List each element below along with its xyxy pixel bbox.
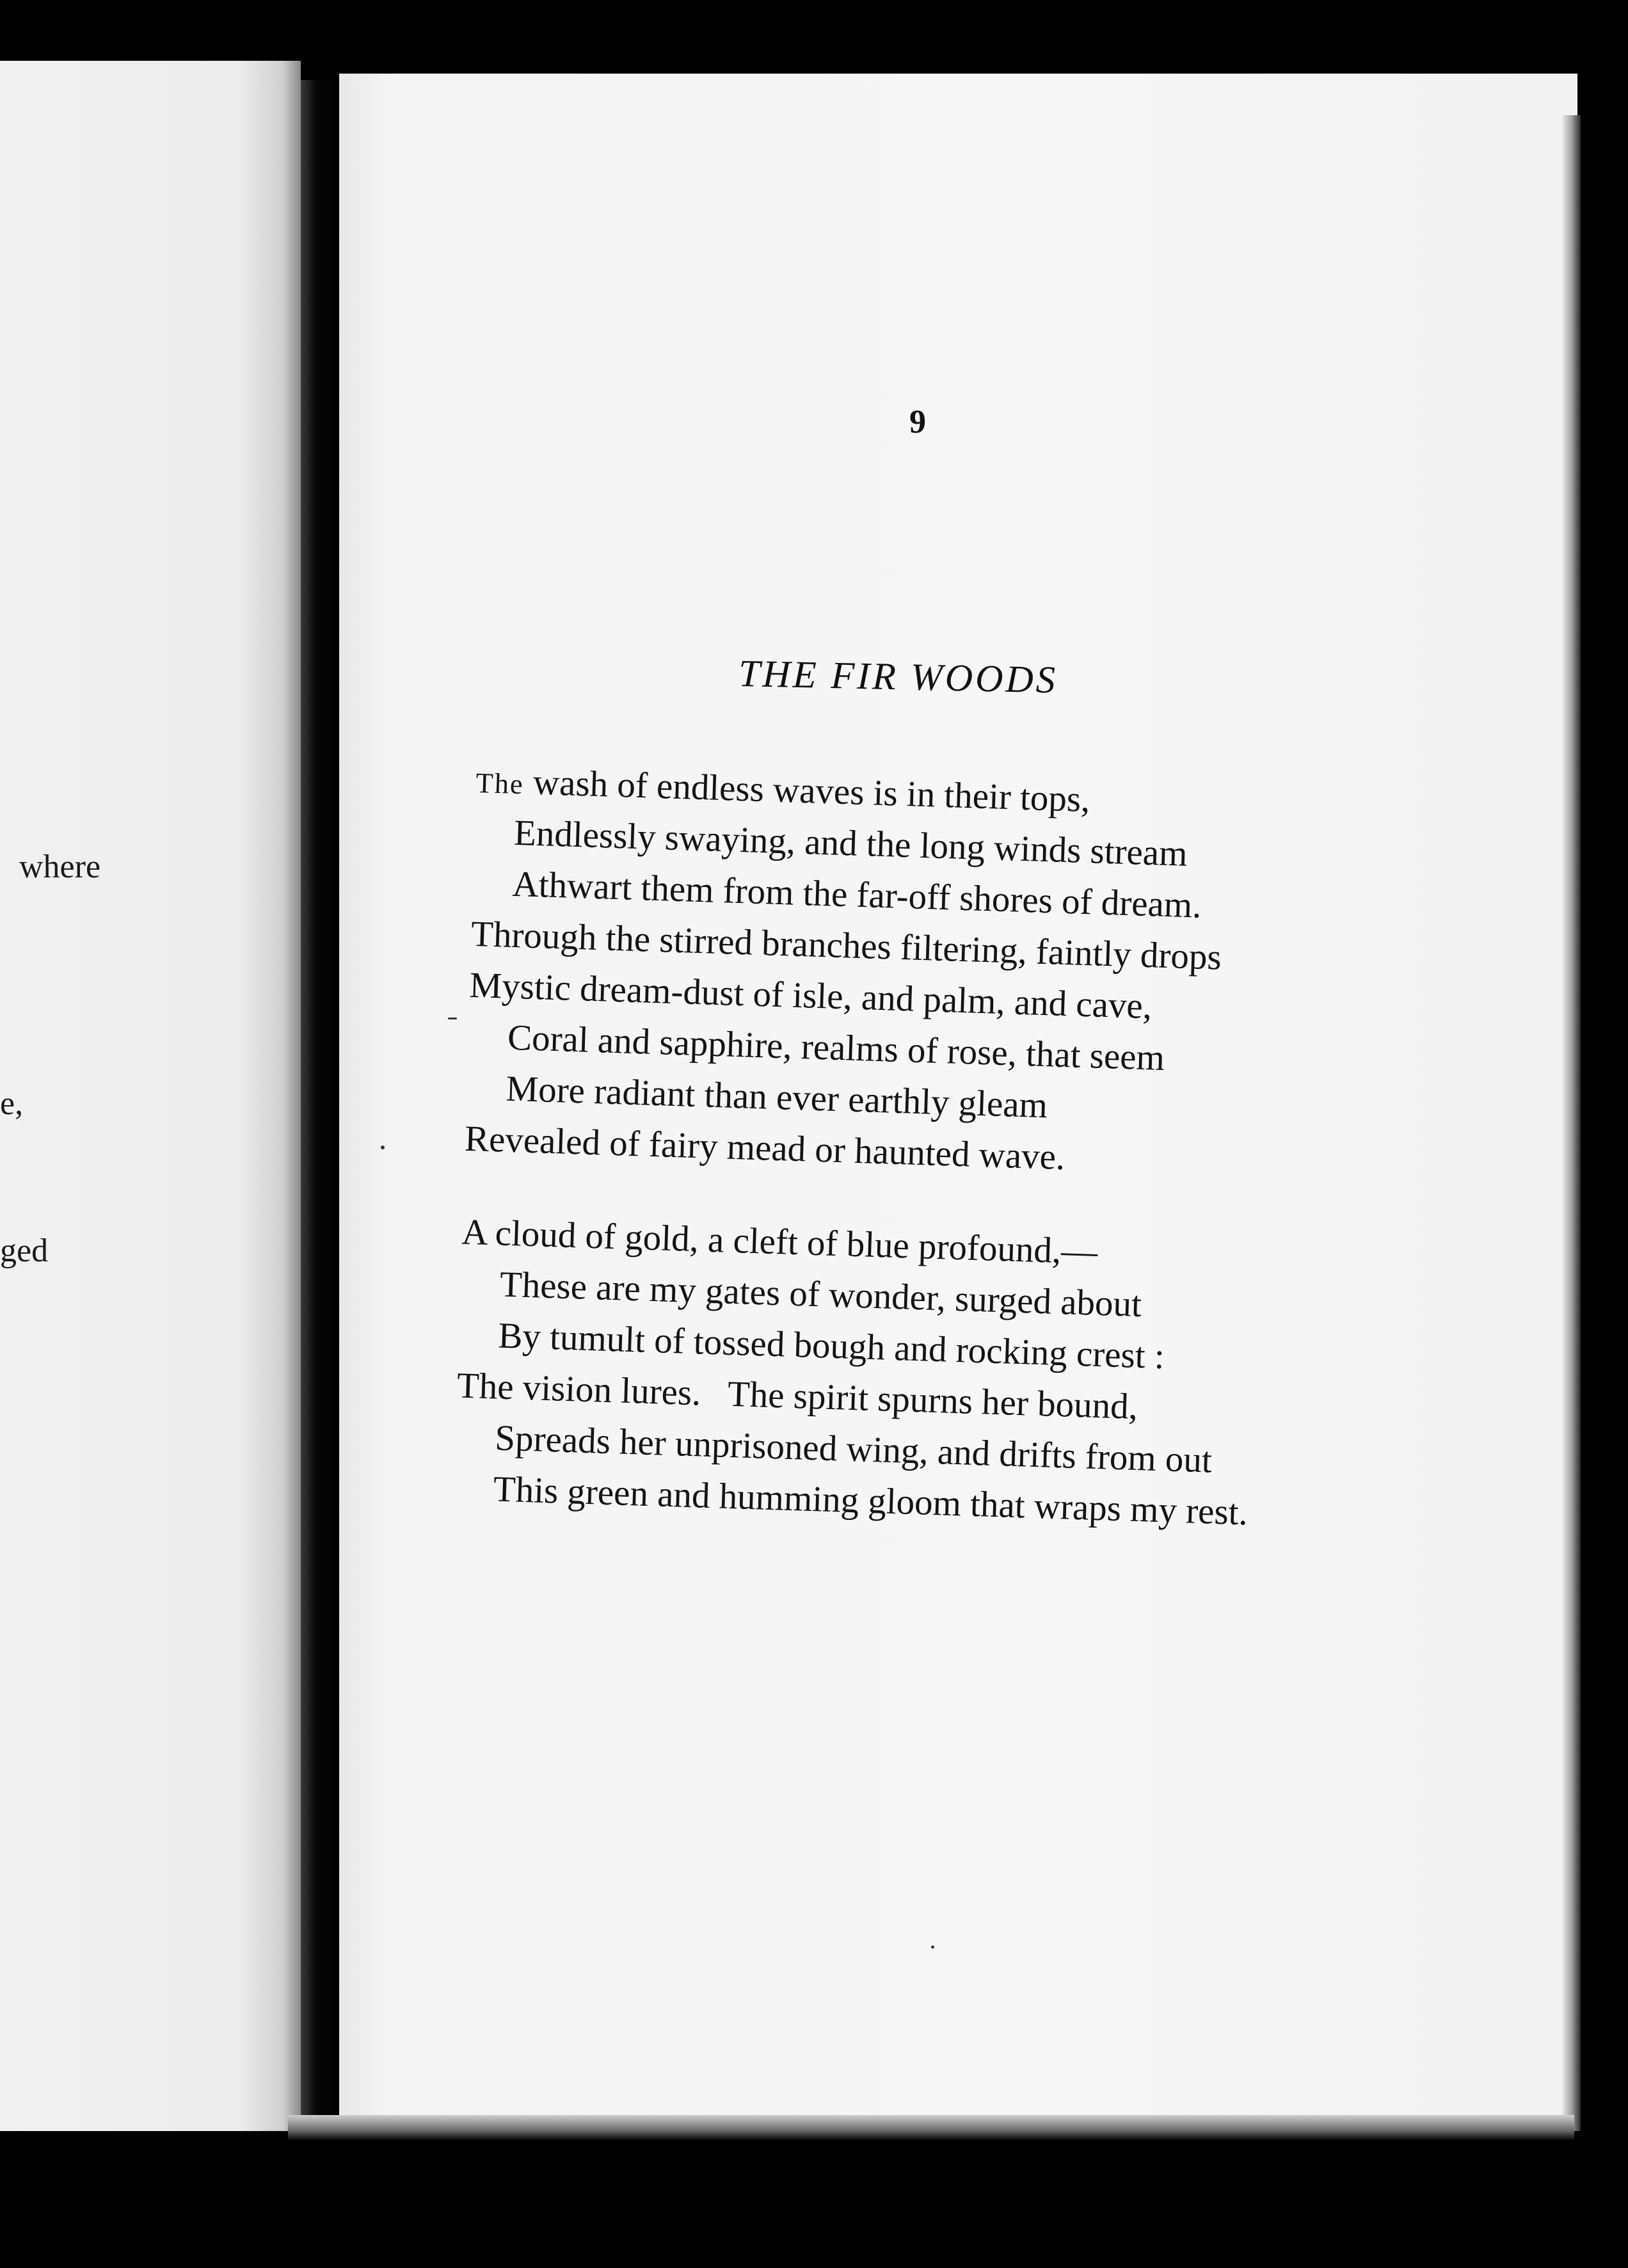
- poem-title: THE FIR WOODS: [738, 651, 1058, 701]
- small-caps-lead: The: [475, 766, 525, 801]
- stanza: [453, 1207, 1550, 1548]
- paper-speck: [381, 1146, 385, 1149]
- book-gutter: [301, 80, 339, 2134]
- poem-body: [453, 755, 1564, 1548]
- poem-line: A cloud of gold, a cleft of blue profound,—: [461, 1211, 1099, 1272]
- page-number: 9: [909, 404, 926, 440]
- left-page: [0, 61, 301, 2131]
- poem-line: Endlessly swaying, and the long winds stream: [513, 812, 1188, 874]
- poem-line: By tumult of tossed bough and rocking crest :: [497, 1315, 1165, 1377]
- poem-line: Mystic dream-dust of isle, and palm, and cave,: [468, 964, 1153, 1027]
- page-edge-right: [1561, 115, 1581, 2131]
- poem-line: Athwart them from the far-off shores of dream.: [511, 863, 1202, 926]
- poem-line: These are my gates of wonder, surged about: [499, 1264, 1142, 1325]
- poem-line: Through the stirred branches filtering, faintly drops: [470, 913, 1222, 978]
- left-page-fragment: ged: [0, 1233, 49, 1269]
- paper-speck: [931, 1945, 934, 1949]
- stanza: [464, 755, 1564, 1199]
- poem-line-text: wash of endless waves is in their tops,: [523, 762, 1091, 820]
- poem-line: Revealed of fairy mead or haunted wave.: [464, 1118, 1066, 1178]
- poem-line: The vision lures. The spirit spurns her bound,: [456, 1365, 1138, 1427]
- left-page-fragment: where: [19, 849, 101, 885]
- poem-line: Spreads her unprisoned wing, and drifts from out: [494, 1418, 1213, 1481]
- page-edge-bottom: [288, 2115, 1574, 2141]
- left-page-fragment: e,: [0, 1085, 24, 1122]
- poem-line: This green and humming gloom that wraps my rest.: [492, 1469, 1249, 1533]
- poem-line: Coral and sapphire, realms of rose, that seem: [507, 1017, 1165, 1078]
- poem-line: More radiant than ever earthly gleam: [505, 1068, 1048, 1126]
- paper-speck: [448, 1018, 457, 1019]
